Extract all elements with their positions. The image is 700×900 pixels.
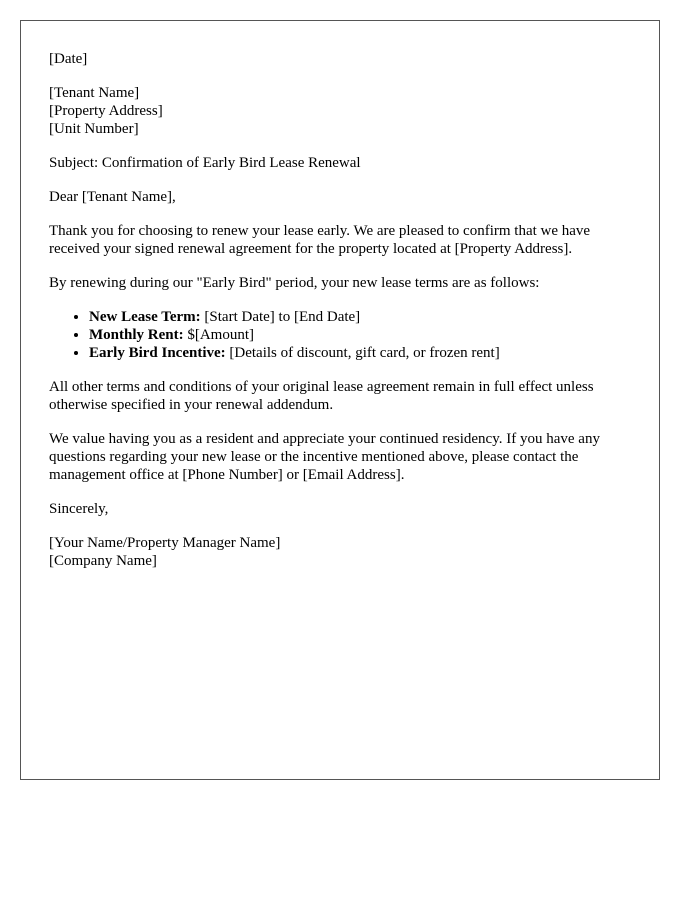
term-value: [Start Date] to [End Date]: [200, 309, 361, 325]
body-paragraph-1: Thank you for choosing to renew your lease early. We are pleased to confirm that we have received your signed renewal agreement for the property located at [Property Address].: [49, 223, 591, 257]
recipient-block: [49, 84, 631, 138]
body-paragraph-4: We value having you as a resident and appreciate your continued residency. If you have any questions regarding your new lease or the incentive mentioned above, please contact the management office at [Phone Number] or [Email Address].: [49, 431, 600, 483]
body-paragraph-3: All other terms and conditions of your original lease agreement remain in full effect unless otherwise specified in your renewal addendum.: [49, 379, 594, 413]
list-item: [89, 344, 631, 362]
term-value: [Details of discount, gift card, or frozen rent]: [225, 345, 500, 361]
lease-terms-list: [49, 308, 631, 362]
letter: [20, 20, 660, 780]
list-item: [89, 326, 631, 344]
subject-line: Subject: Confirmation of Early Bird Lease Renewal: [49, 155, 361, 171]
salutation: Dear [Tenant Name],: [49, 189, 176, 205]
signature-block: [49, 534, 631, 570]
letter-date: [49, 50, 631, 68]
recipient-unit: [Unit Number]: [49, 121, 139, 137]
signature-name: [Your Name/Property Manager Name]: [49, 535, 281, 551]
body-paragraph-2: By renewing during our "Early Bird" period, your new lease terms are as follows:: [49, 275, 540, 291]
closing: Sincerely,: [49, 501, 109, 517]
list-item: [89, 308, 631, 326]
term-label: New Lease Term:: [89, 309, 201, 325]
term-label: Early Bird Incentive:: [89, 345, 226, 361]
term-value: $[Amount]: [183, 327, 254, 343]
signature-company: [Company Name]: [49, 553, 157, 569]
date-text: [Date]: [49, 51, 88, 67]
recipient-name: [Tenant Name]: [49, 85, 140, 101]
term-label: Monthly Rent:: [89, 327, 184, 343]
recipient-address: [Property Address]: [49, 103, 163, 119]
